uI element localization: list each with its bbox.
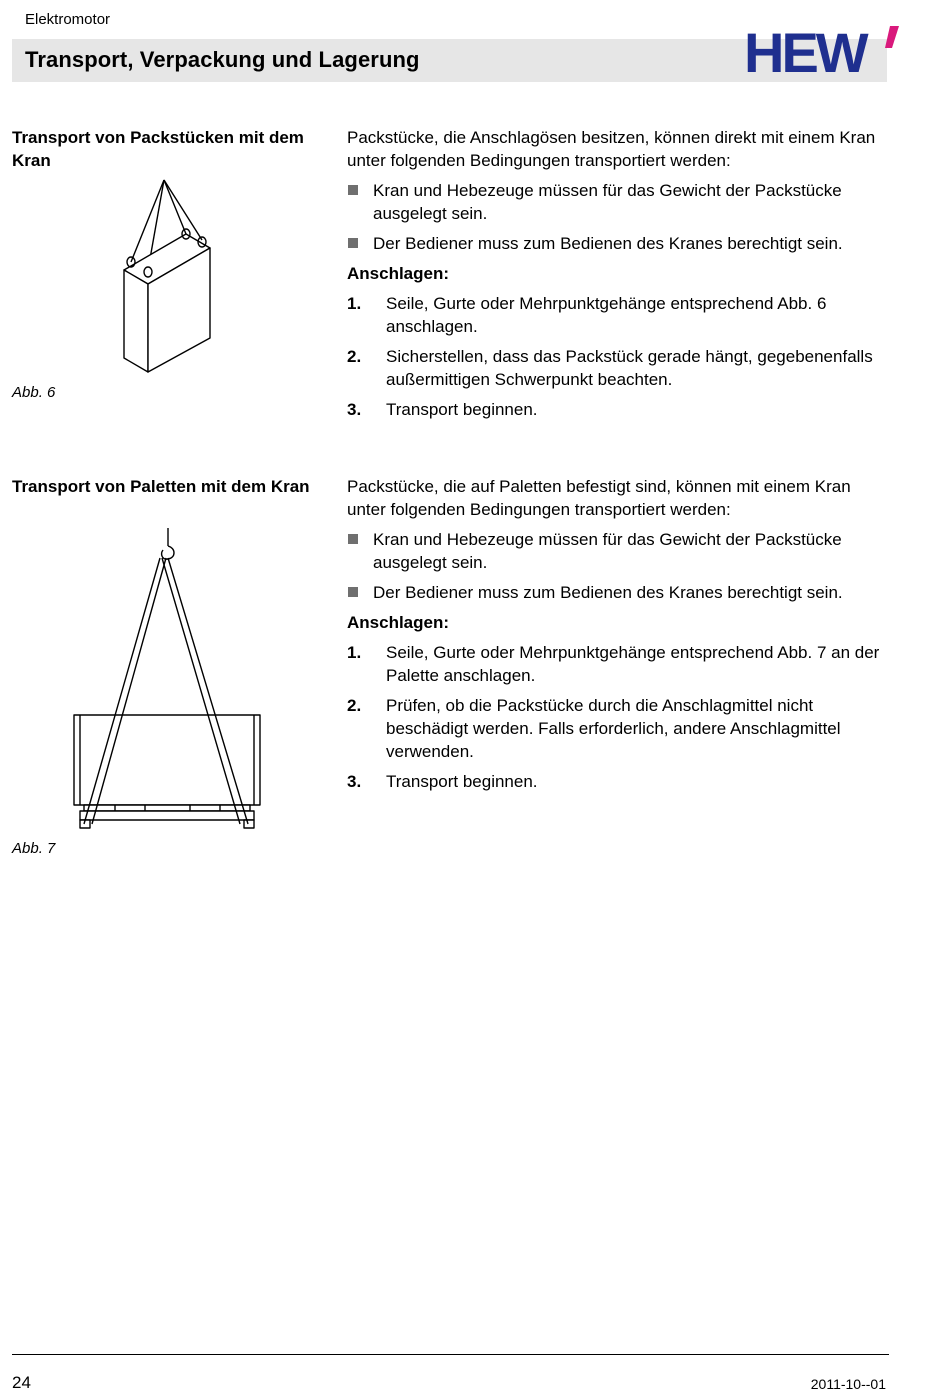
- section-intro: Packstücke, die Anschlagösen besitzen, können direkt mit einem Kran unter folgenden Bedingungen transportiert werden:: [347, 128, 876, 170]
- footer-divider: [12, 1354, 889, 1355]
- step-number: 3.: [347, 772, 362, 791]
- crane-lifting-package-illustration: [110, 176, 230, 376]
- step-item: [347, 641, 892, 687]
- list-item: Der Bediener muss zum Bedienen des Kranes berechtigt sein.: [347, 581, 892, 604]
- page-title: Transport, Verpackung und Lagerung: [25, 47, 420, 72]
- section-intro: Packstücke, die auf Paletten befestigt sind, können mit einem Kran unter folgenden Bedingungen transportiert werden:: [347, 477, 851, 519]
- section-heading-pallets: Transport von Paletten mit dem Kran: [12, 477, 310, 496]
- page-date: 2011-10--01: [810, 1376, 886, 1392]
- list-item: Kran und Hebezeuge müssen für das Gewicht der Packstücke ausgelegt sein.: [347, 179, 892, 225]
- step-text: Seile, Gurte oder Mehrpunktgehänge entsprechend Abb. 7 an der Palette anschlagen.: [386, 643, 880, 685]
- section-content-packages: [347, 126, 892, 428]
- square-bullet-icon: [348, 587, 358, 597]
- step-item: [347, 694, 892, 763]
- step-item: [347, 345, 892, 391]
- step-text: Transport beginnen.: [386, 772, 538, 791]
- logo-accent-mark: [885, 26, 899, 48]
- figure-caption-6: Abb. 6: [12, 384, 56, 401]
- step-number: 2.: [347, 696, 362, 715]
- step-number: 3.: [347, 400, 362, 419]
- list-item: Kran und Hebezeuge müssen für das Gewicht der Packstücke ausgelegt sein.: [347, 528, 892, 574]
- square-bullet-icon: [348, 185, 358, 195]
- step-text: Transport beginnen.: [386, 400, 538, 419]
- logo-text: HEW: [744, 24, 866, 76]
- document-name: Elektromotor: [25, 11, 111, 28]
- figure-caption-7: Abb. 7: [12, 840, 56, 857]
- step-text: Seile, Gurte oder Mehrpunktgehänge entsprechend Abb. 6 anschlagen.: [386, 294, 827, 336]
- page-number: 24: [12, 1373, 31, 1392]
- step-number: 2.: [347, 347, 362, 366]
- section-heading-packages: Transport von Packstücken mit dem Kran: [12, 128, 304, 170]
- square-bullet-icon: [348, 238, 358, 248]
- step-item: [347, 770, 892, 793]
- step-item: [347, 398, 892, 421]
- steps-heading: Anschlagen:: [347, 264, 450, 283]
- square-bullet-icon: [348, 534, 358, 544]
- steps-heading: Anschlagen:: [347, 613, 450, 632]
- step-text: Prüfen, ob die Packstücke durch die Anschlagmittel nicht beschädigt werden. Falls erforderlich, andere Anschlagmittel verwenden.: [386, 696, 841, 761]
- step-text: Sicherstellen, dass das Packstück gerade hängt, gegebenenfalls außermittigen Schwerpunkt beachten.: [386, 347, 873, 389]
- hew-logo: [742, 24, 902, 76]
- step-item: [347, 292, 892, 338]
- list-item: Der Bediener muss zum Bedienen des Kranes berechtigt sein.: [347, 232, 892, 255]
- step-number: 1.: [347, 643, 362, 662]
- crane-lifting-pallet-illustration: [70, 526, 265, 832]
- section-content-pallets: [347, 475, 892, 800]
- step-number: 1.: [347, 294, 362, 313]
